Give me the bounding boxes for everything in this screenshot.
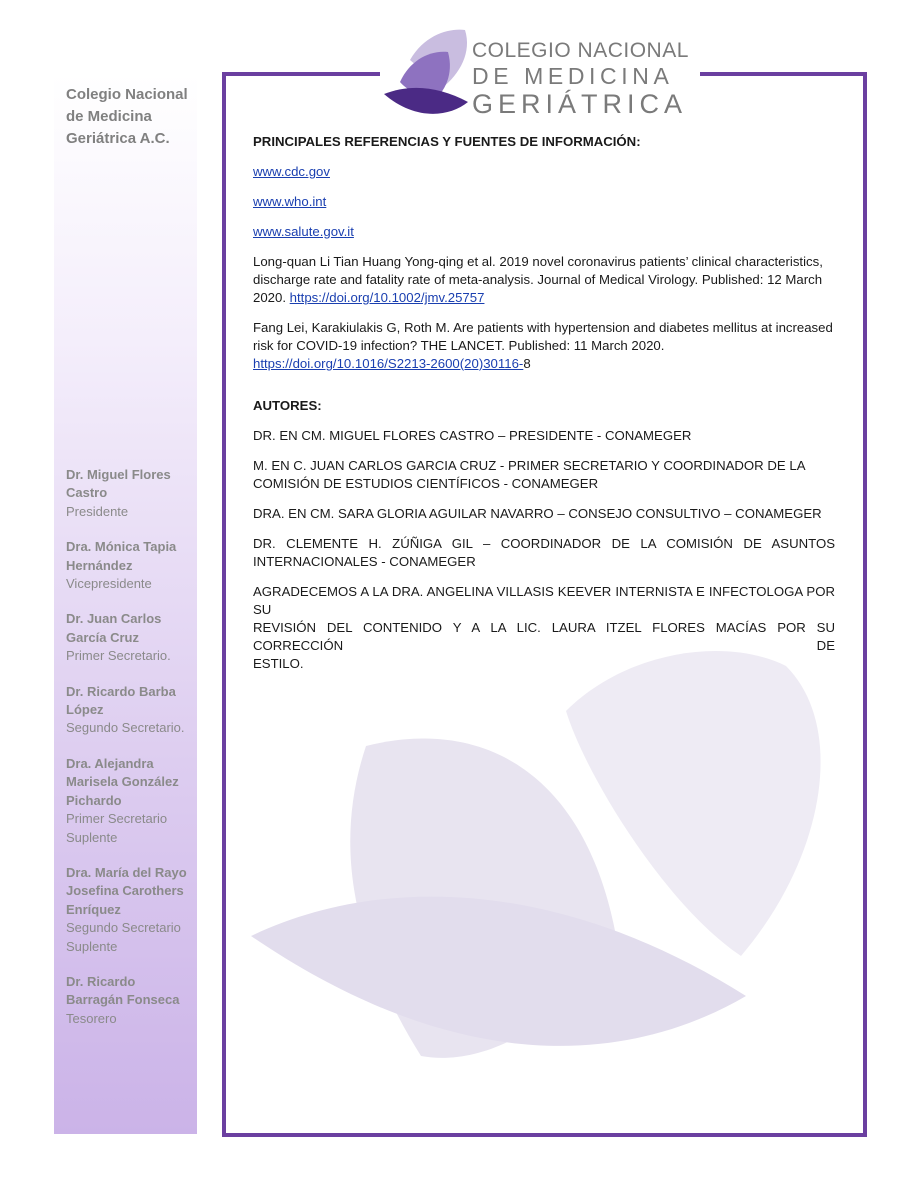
lotus-logo-icon (380, 22, 475, 122)
author-line: INTERNACIONALES - CONAMEGER (253, 554, 476, 569)
member-role: Primer Secretario Suplente (66, 811, 168, 845)
member-name: Dra. Mónica Tapia Hernández (66, 539, 177, 573)
board-member (66, 683, 196, 738)
author-item (253, 535, 835, 571)
board-members-list (66, 466, 196, 1045)
ack-line: AGRADECEMOS A LA DRA. ANGELINA VILLASIS KEEVER INTERNISTA E INFECTOLOGA POR SU (253, 584, 835, 617)
acknowledgement (253, 583, 835, 671)
sidebar-org-name: Colegio Nacional de Medicina Geriátrica A.C. (66, 86, 188, 147)
references-heading: PRINCIPALES REFERENCIAS Y FUENTES DE INFORMACIÓN: (253, 134, 641, 149)
reference-item (253, 319, 835, 373)
reference-tail: 8 (523, 356, 531, 371)
logo (380, 22, 700, 122)
member-name: Dr. Ricardo Barragán Fonseca (66, 973, 180, 1008)
link-cdc[interactable]: www.cdc.gov (253, 164, 330, 179)
logo-line-3: GERIÁTRICA (472, 89, 688, 119)
member-role: Primer Secretario. (66, 648, 171, 664)
board-member (66, 755, 196, 847)
board-member (66, 973, 196, 1028)
sidebar (54, 74, 197, 1134)
author-line: DR. CLEMENTE H. ZÚÑIGA GIL – COORDINADOR DE LA COMISIÓN DE ASUNTOS (253, 536, 835, 551)
reference-doi-link[interactable]: https://doi.org/10.1016/S2213-2600(20)30116- (253, 356, 524, 371)
reference-doi-link[interactable]: https://doi.org/10.1002/jmv.25757 (289, 290, 485, 305)
board-member (66, 538, 196, 593)
reference-text: Long-quan Li Tian Huang Yong-qing et al. 2019 novel coronavirus patients’ clinical characteristics, discharge rate and fatality rate of meta-analysis. Journal of Medical Virology. Published: 12 March 2020. (253, 254, 823, 305)
board-member (66, 466, 196, 521)
member-name: Dr. Miguel Flores Castro (66, 467, 171, 501)
reference-text: Fang Lei, Karakiulakis G, Roth M. Are patients with hypertension and diabetes mellitus at increased risk for COVID-19 infection? THE LANCET. Published: 11 March 2020. (253, 320, 833, 353)
ack-line: REVISIÓN DEL CONTENIDO Y A LA LIC. LAURA ITZEL FLORES MACÍAS POR SU CORRECCIÓN DE (253, 620, 835, 653)
member-name: Dra. Alejandra Marisela González Pichardo (66, 755, 179, 808)
logo-line-2: DE MEDICINA (472, 63, 674, 89)
link-who[interactable]: www.who.int (253, 194, 327, 209)
board-member (66, 610, 196, 665)
member-role: Tesorero (66, 1010, 117, 1026)
member-role: Vicepresidente (66, 576, 152, 592)
author-item: M. EN C. JUAN CARLOS GARCIA CRUZ - PRIMER SECRETARIO Y COORDINADOR DE LA COMISIÓN DE ESTUDIOS CIENTÍFICOS - CONAMEGER (253, 458, 805, 491)
board-member (66, 864, 196, 956)
reference-item (253, 253, 835, 307)
author-item: DR. EN CM. MIGUEL FLORES CASTRO – PRESIDENTE - CONAMEGER (253, 428, 692, 443)
member-role: Presidente (66, 503, 129, 519)
member-name: Dra. María del Rayo Josefina Carothers Enríquez (66, 864, 187, 917)
member-name: Dr. Ricardo Barba López (66, 683, 176, 718)
authors-heading: AUTORES: (253, 398, 322, 413)
link-salute[interactable]: www.salute.gov.it (253, 224, 354, 239)
logo-wordmark (472, 39, 689, 119)
ack-line: ESTILO. (253, 656, 304, 671)
author-item: DRA. EN CM. SARA GLORIA AGUILAR NAVARRO – CONSEJO CONSULTIVO – CONAMEGER (253, 506, 822, 521)
member-role: Segundo Secretario. (66, 720, 185, 736)
member-name: Dr. Juan Carlos García Cruz (66, 611, 162, 645)
member-role: Segundo Secretario Suplente (66, 920, 181, 954)
logo-line-1: COLEGIO NACIONAL (472, 39, 689, 62)
document-content (253, 133, 835, 671)
